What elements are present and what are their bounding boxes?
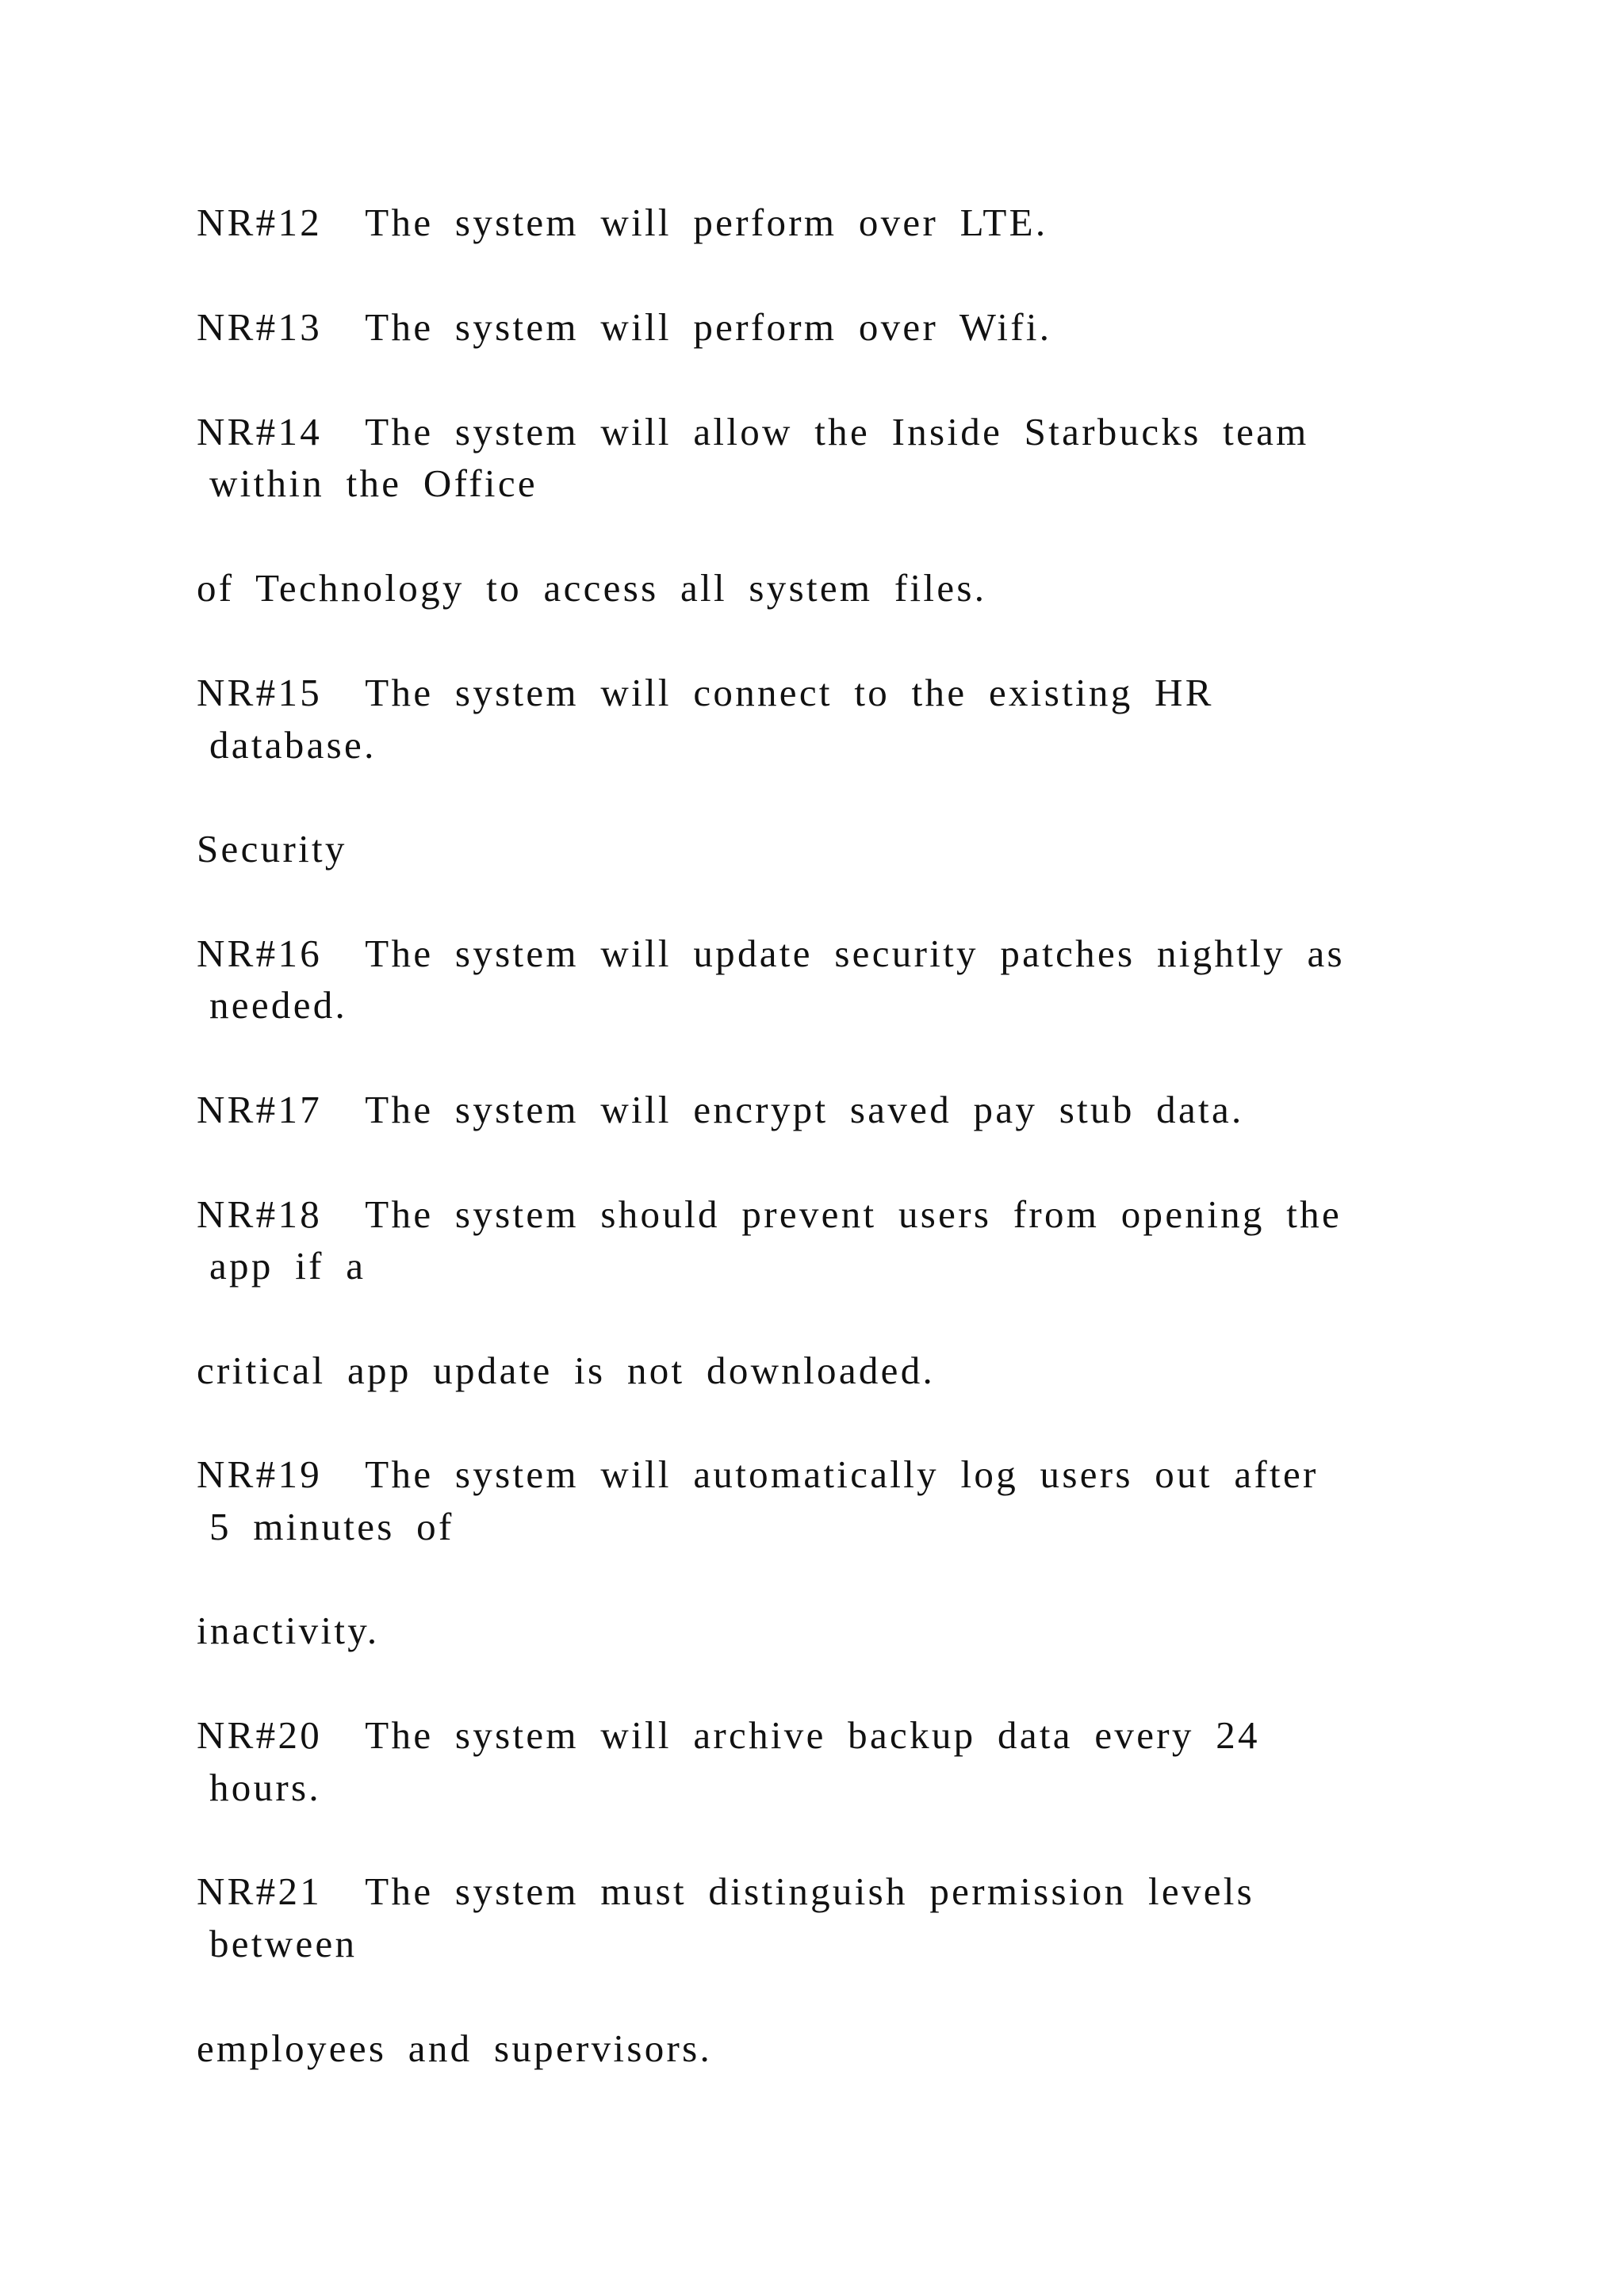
requirement-nr21-continuation: between (209, 1922, 358, 1965)
section-heading-security: Security (197, 827, 347, 871)
requirement-nr14: NR#14 The system will allow the Inside Starbucks team (197, 410, 1309, 453)
requirement-nr13: NR#13 The system will perform over Wifi. (197, 305, 1052, 349)
requirement-nr19-continuation: 5 minutes of (209, 1505, 454, 1548)
requirement-nr21: NR#21 The system must distinguish permission levels (197, 1869, 1255, 1913)
requirement-nr16: NR#16 The system will update security patches nightly as (197, 932, 1345, 975)
requirement-nr18-continuation-2: critical app update is not downloaded. (197, 1349, 936, 1392)
requirement-nr18-continuation: app if a (209, 1244, 366, 1288)
requirement-nr14-continuation-2: of Technology to access all system files. (197, 566, 987, 610)
requirement-nr18: NR#18 The system should prevent users from opening the (197, 1192, 1342, 1236)
requirement-nr15: NR#15 The system will connect to the existing HR (197, 671, 1214, 714)
requirement-nr19-continuation-2: inactivity. (197, 1609, 380, 1652)
requirement-nr16-continuation: needed. (209, 983, 348, 1027)
requirement-nr14-continuation: within the Office (209, 461, 538, 505)
requirement-nr20: NR#20 The system will archive backup data every 24 (197, 1713, 1260, 1757)
requirement-nr15-continuation: database. (209, 723, 377, 767)
requirement-nr21-continuation-2: employees and supervisors. (197, 2026, 713, 2070)
requirement-nr20-continuation: hours. (209, 1766, 321, 1809)
requirement-nr12: NR#12 The system will perform over LTE. (197, 201, 1048, 244)
requirement-nr19: NR#19 The system will automatically log users out after (197, 1452, 1319, 1496)
requirement-nr17: NR#17 The system will encrypt saved pay stub data. (197, 1088, 1244, 1131)
